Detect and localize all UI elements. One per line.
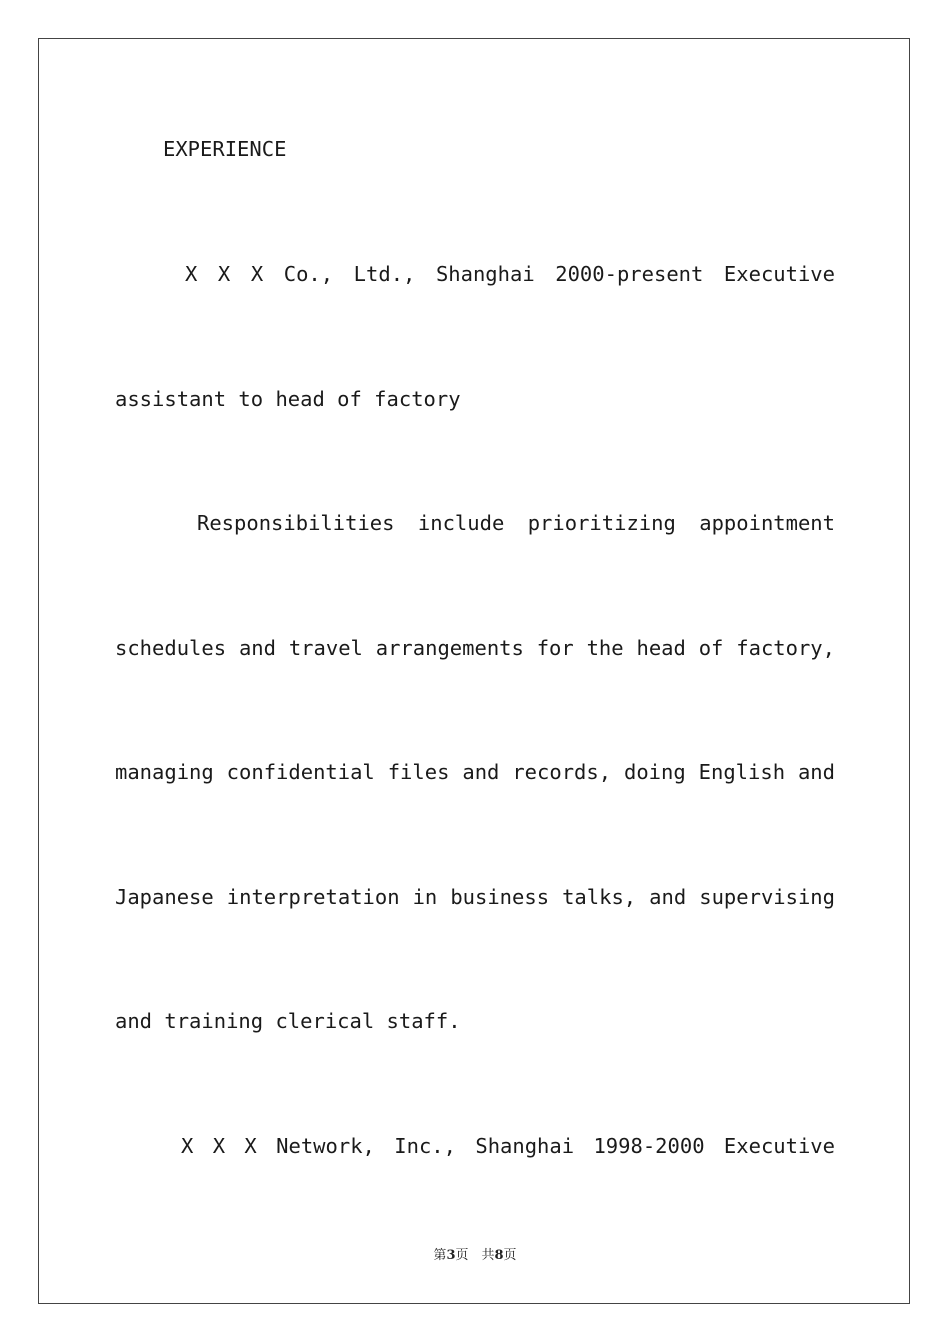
text-line-1: X X X Co., Ltd., Shanghai 2000-present Executive — [185, 262, 835, 286]
page-border — [38, 38, 910, 1304]
section-heading: EXPERIENCE — [163, 137, 287, 161]
footer-prefix: 第 — [433, 1248, 447, 1263]
text-line-4: schedules and travel arrangements for the head of factory, — [115, 636, 835, 660]
text-line-6: Japanese interpretation in business talks, and supervising — [115, 885, 835, 909]
footer-middle: 页 共 — [455, 1248, 495, 1263]
text-line-7: and training clerical staff. — [115, 1009, 461, 1033]
text-line-3: Responsibilities include prioritizing appointment — [197, 511, 835, 535]
page-footer — [0, 1247, 950, 1265]
footer-suffix: 页 — [503, 1248, 517, 1263]
current-page-number: 3 — [446, 1248, 456, 1263]
total-page-number: 8 — [494, 1248, 504, 1263]
text-line-5: managing confidential files and records, doing English and — [115, 760, 835, 784]
text-line-2: assistant to head of factory — [115, 387, 461, 411]
text-line-8: X X X Network, Inc., Shanghai 1998-2000 Executive — [181, 1134, 835, 1158]
